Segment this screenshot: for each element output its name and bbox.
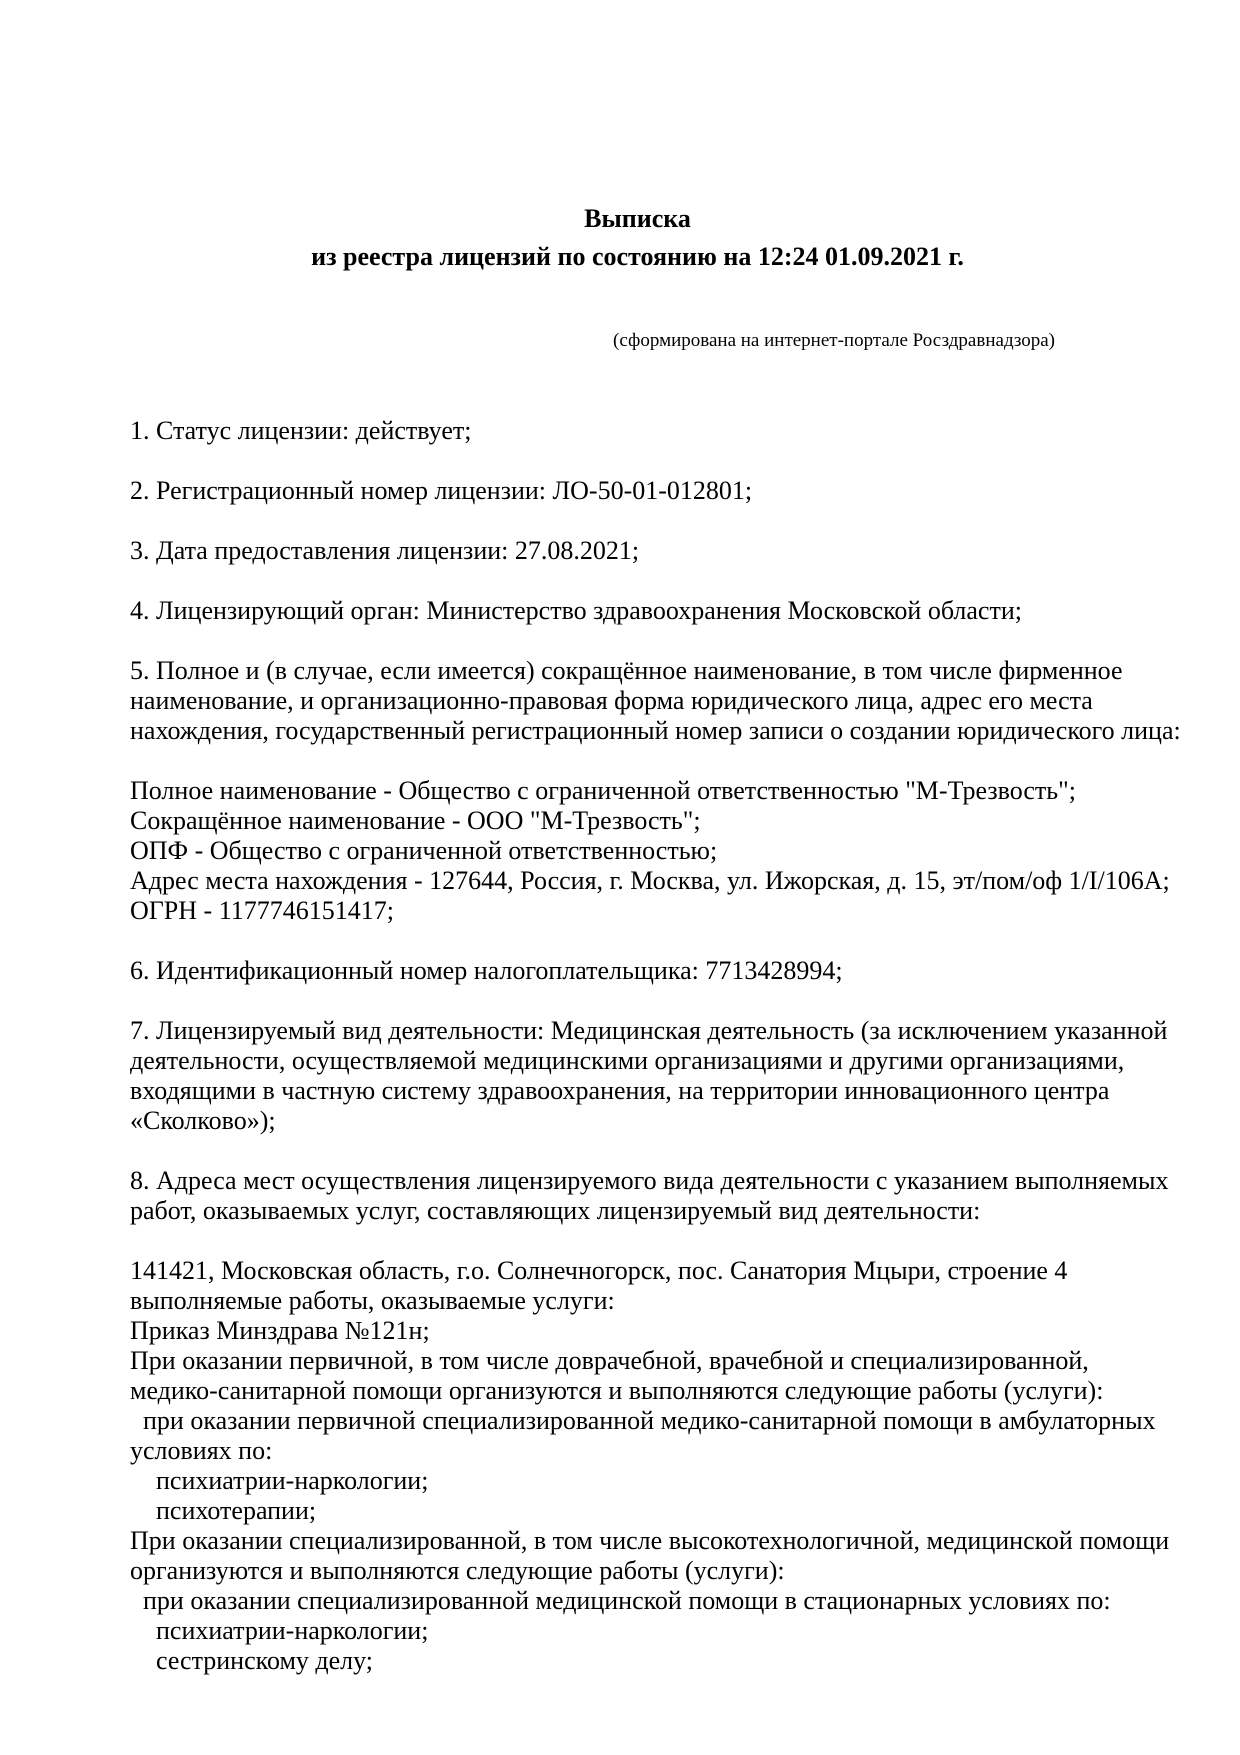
specialized-care-line: При оказании специализированной, в том числе высокотехнологичной, медицинской помощи (130, 1526, 1170, 1555)
licensing-authority-text: 4. Лицензирующий орган: Министерство здравоохранения Московской области; (130, 596, 1022, 625)
legal-form-line: ОПФ - Общество с ограниченной ответственностью; (130, 836, 718, 865)
nursing-item: сестринскому делу; (130, 1646, 374, 1675)
primary-care-line: медико-санитарной помощи организуются и выполняются следующие работы (услуги): (130, 1376, 1104, 1405)
works-services-label-line: выполняемые работы, оказываемые услуги: (130, 1286, 615, 1315)
license-number-text: 2. Регистрационный номер лицензии: ЛО-50-01-012801; (130, 476, 753, 505)
outpatient-clause-line: условиях по: (130, 1436, 273, 1465)
licensed-activity-line: деятельности, осуществляемой медицинскими организациями и другими организациями, (130, 1046, 1125, 1075)
license-grant-date-item (130, 536, 1145, 566)
inpatient-clause-line: при оказании специализированной медицинской помощи в стационарных условиях по: (130, 1586, 1111, 1615)
name-clause-line: наименование, и организационно-правовая форма юридического лица, адрес его места (130, 686, 1093, 715)
site-address-line: 141421, Московская область, г.о. Солнечногорск, пос. Санатория Мцыри, строение 4 (130, 1256, 1068, 1285)
licensed-activity-line: входящими в частную систему здравоохранения, на территории инновационного центра (130, 1076, 1110, 1105)
licensed-activity-paragraph (130, 1016, 1168, 1136)
outpatient-clause-line: при оказании первичной специализированной медико-санитарной помощи в амбулаторных (130, 1406, 1156, 1435)
license-status-item (130, 416, 1145, 446)
license-status-text: 1. Статус лицензии: действует; (130, 416, 472, 445)
name-clause-line: 5. Полное и (в случае, если имеется) сокращённое наименование, в том числе фирменное (130, 656, 1123, 685)
licensing-authority-item (130, 596, 1145, 626)
name-clause-paragraph (130, 656, 1181, 746)
specialized-care-line: организуются и выполняются следующие работы (услуги): (130, 1556, 785, 1585)
psychiatry-narcology-item: психиатрии-наркологии; (130, 1466, 429, 1495)
full-name-line: Полное наименование - Общество с ограниченной ответственностью "М-Трезвость"; (130, 776, 1076, 805)
ogrn-line: ОГРН - 1177746151417; (130, 896, 394, 925)
short-name-line: Сокращённое наименование - ООО "М-Трезвость"; (130, 806, 701, 835)
ministry-order-line: Приказ Минздрава №121н; (130, 1316, 430, 1345)
document-title (130, 200, 1145, 276)
activity-addresses-line: работ, оказываемых услуг, составляющих лицензируемый вид деятельности: (130, 1196, 981, 1225)
title-line-2: из реестра лицензий по состоянию на 12:24 01.09.2021 г. (311, 242, 964, 271)
taxpayer-number-text: 6. Идентификационный номер налогоплательщика: 7713428994; (130, 956, 843, 985)
activity-address-details-paragraph (130, 1256, 1170, 1676)
activity-addresses-paragraph (130, 1166, 1169, 1226)
document-subtitle: (сформирована на интернет-портале Росздравнадзора) (613, 330, 1055, 351)
primary-care-line: При оказании первичной, в том числе доврачебной, врачебной и специализированной, (130, 1346, 1089, 1375)
psychotherapy-item: психотерапии; (130, 1496, 317, 1525)
licensed-activity-line: 7. Лицензируемый вид деятельности: Медицинская деятельность (за исключением указанной (130, 1016, 1168, 1045)
licensed-activity-line: «Сколково»); (130, 1106, 276, 1135)
name-clause-line: нахождения, государственный регистрационный номер записи о создании юридического лица: (130, 716, 1181, 745)
psychiatry-narcology-item: психиатрии-наркологии; (130, 1616, 429, 1645)
license-number-item (130, 476, 1145, 506)
license-grant-date-text: 3. Дата предоставления лицензии: 27.08.2021; (130, 536, 640, 565)
title-line-1: Выписка (584, 204, 691, 233)
organization-details-paragraph (130, 776, 1170, 926)
taxpayer-number-item (130, 956, 1145, 986)
legal-address-line: Адрес места нахождения - 127644, Россия, г. Москва, ул. Ижорская, д. 15, эт/пом/оф 1/I/106А; (130, 866, 1170, 895)
document-body (130, 416, 1181, 1676)
activity-addresses-line: 8. Адреса мест осуществления лицензируемого вида деятельности с указанием выполняемых (130, 1166, 1169, 1195)
